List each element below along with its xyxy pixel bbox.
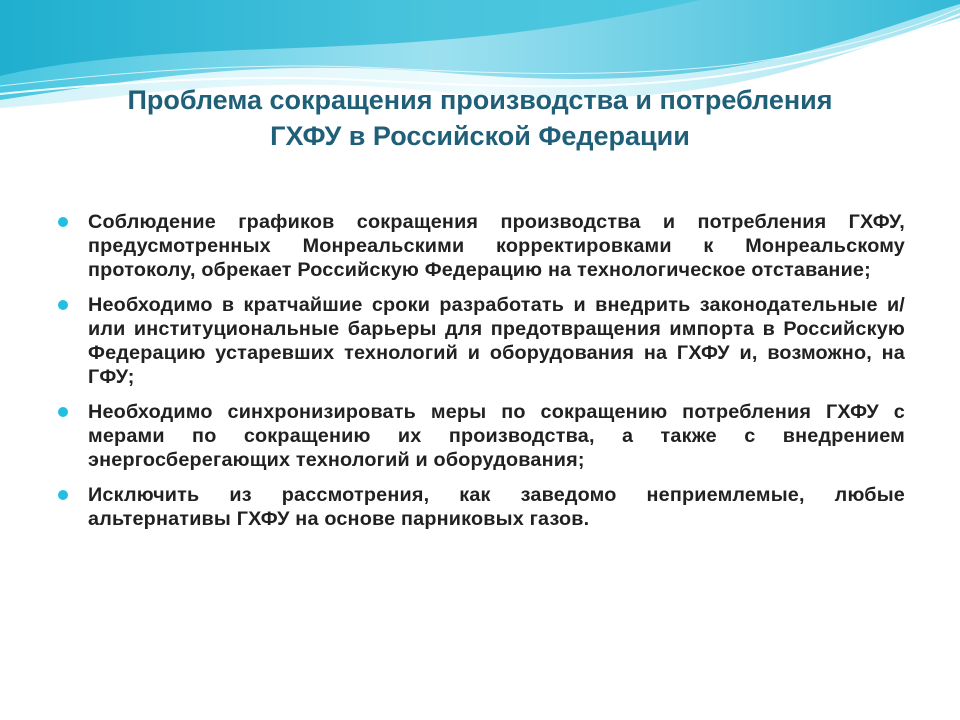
title-line-1: Проблема сокращения производства и потребления <box>127 85 833 115</box>
bullet-dot-icon <box>58 407 68 417</box>
bullet-item <box>58 400 905 472</box>
bullet-item <box>58 483 905 531</box>
title-line-2: ГХФУ в Российской Федерации <box>270 121 690 151</box>
bullet-text: Необходимо в кратчайшие сроки разработать и внедрить законодательные и/или институциональные барьеры для предотвращения импорта в Российскую Федерацию устаревших технологий и оборудования на ГХФУ и, возможно, на ГФУ; <box>88 294 905 388</box>
bullet-list <box>58 210 905 542</box>
bullet-dot-icon <box>58 217 68 227</box>
bullet-item <box>58 210 905 282</box>
bullet-dot-icon <box>58 490 68 500</box>
bullet-text: Соблюдение графиков сокращения производства и потребления ГХФУ, предусмотренных Монреальскими корректировками к Монреальскому протоколу, обрекает Российскую Федерацию на технологическое отставание; <box>88 211 905 281</box>
bullet-item <box>58 293 905 389</box>
slide-title <box>40 82 920 154</box>
bullet-dot-icon <box>58 300 68 310</box>
bullet-text: Исключить из рассмотрения, как заведомо неприемлемые, любые альтернативы ГХФУ на основе парниковых газов. <box>88 484 905 530</box>
bullet-text: Необходимо синхронизировать меры по сокращению потребления ГХФУ с мерами по сокращению их производства, а также с внедрением энергосберегающих технологий и оборудования; <box>88 401 905 471</box>
